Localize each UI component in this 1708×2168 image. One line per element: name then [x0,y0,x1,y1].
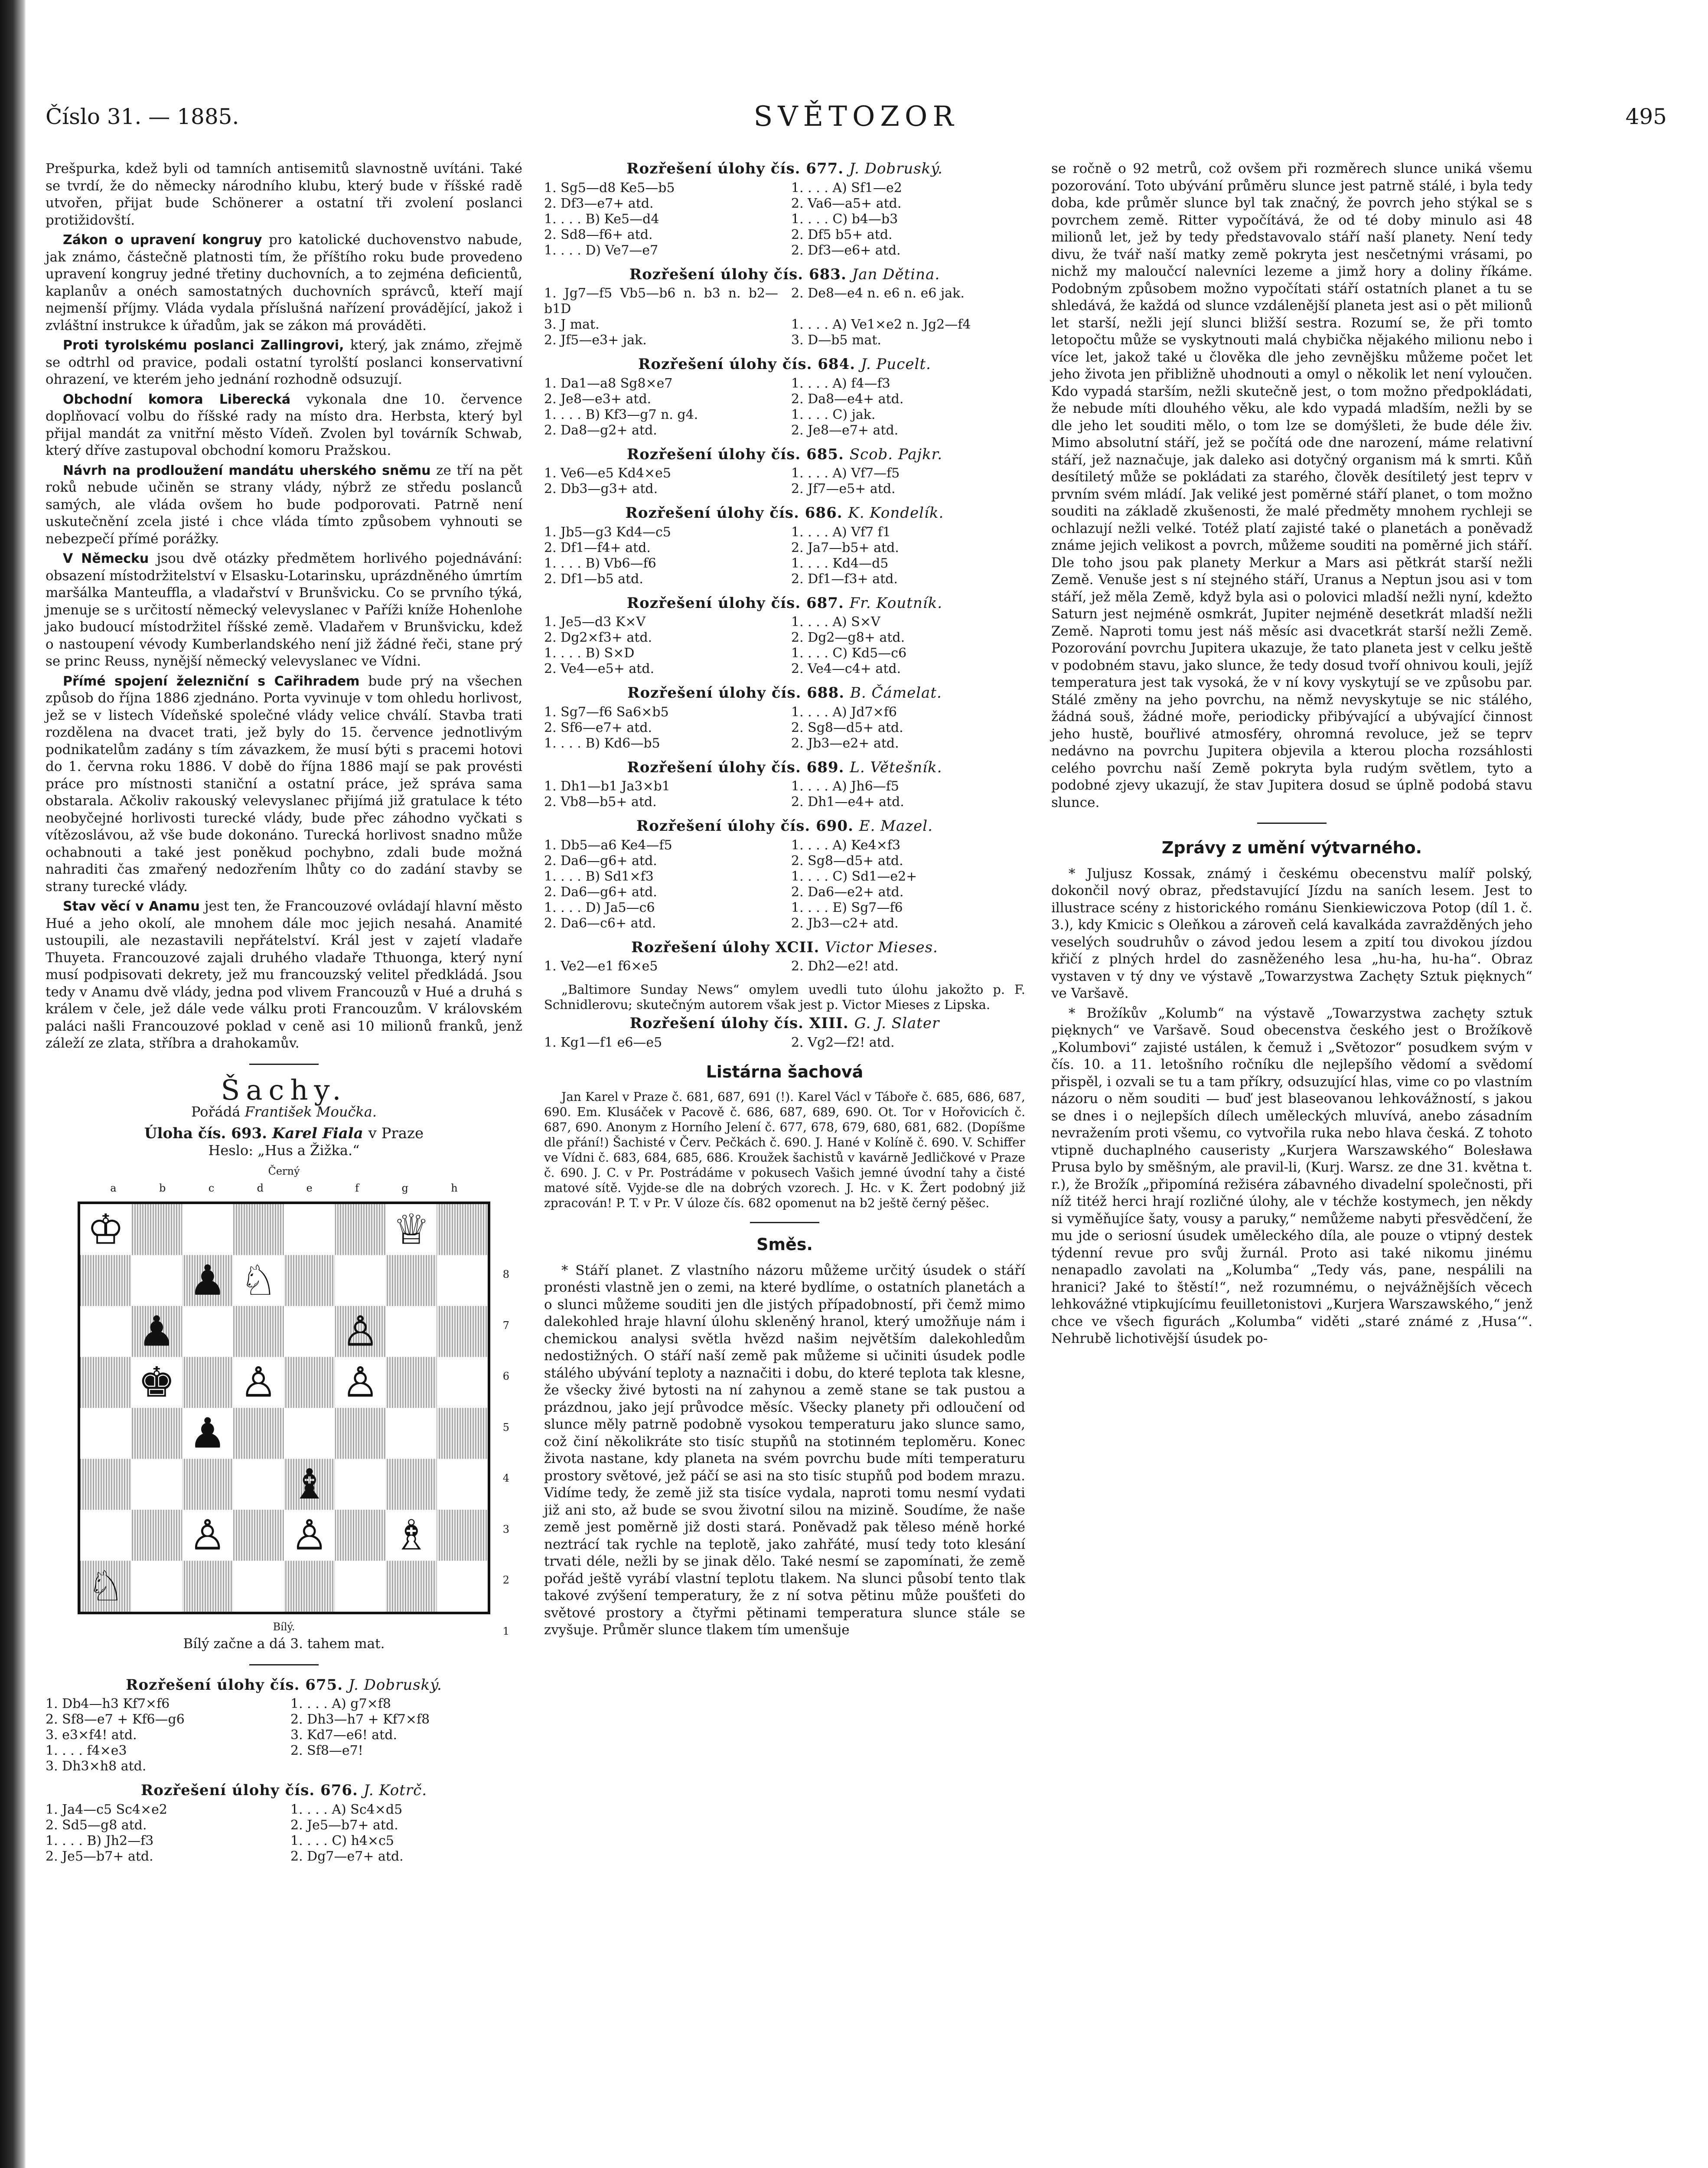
black-pawn-icon: ♟ [189,1256,226,1305]
solution-number: Rozřešení úlohy čís. 687. [626,594,844,612]
solution-move: 1. . . . A) Jd7×f6 [791,704,897,720]
solution-move: 2. Sd8—f6+ atd. [544,227,653,242]
smes-paragraph: * Stáří planet. Z vlastního názoru můžeme určitý úsudek o stáří pronésti vlastně jen o zemi, na které bydlíme, o ostatních planetách a o slunci můžeme souditi jen dle jistých případobností, při čemž mimo dalekohled hraje hlavní úlohu skleněný hranol, který umožňuje nám i chemickou analysi světla hvězd našim největším dalekohledům nedostižných. O stáří naší země pak můžeme si učiniti úsudek podle stálého ubývání teploty a naznačiti i dobu, do které teplota tak klesne, že všecky živé bytosti na ní zahynou a země stane se tak pustou a prázdnou, jako její průvodce měsíc. Všecky planety při odloučení od slunce měly patrně podobně vysokou temperaturu jako slunce samo, což činí několikráte sto tisíc stupňů na stotinném teploměru. Konec života nastane, kdy planeta na svém povrchu bude míti temperaturu prostory světové, jež páčí se asi na sto tisíc stupňů pod bodem mrazu. Vidíme tedy, že země již sta tisíce vydala, naproti tomu nesmí vydati již ani sto, až bude se svou životní silou na mizině. Soudíme, že naše země jest poměrně již dosti stará. Poněvadž pak těleso méně horké neztrácí tak rychle na teplotě, jako zahřáté, musí tedy toto klesání trvati déle, nežli by se jinak dělo. Také nesmí se zapomínati, že země pořád ještě vyrábí vlastní teplotu tlakem. Na slunci působí tento tlak takové zvýšení temperatury, že z ní sotva pětinu může poušťeti do světové prostory a čtyřmi pětinami temperatura slunce stále se zvyšuje. Průměr slunce tlakem tím umenšuje [544,1262,1025,1638]
solution-move: 3. Kd7—e6! atd. [290,1727,397,1743]
dark-square [386,1255,437,1306]
chess-solution [544,356,1025,438]
white-queen-icon: ♕ [392,1205,430,1254]
solution-move: 1. . . . A) Vf7 f1 [791,524,891,540]
solution-move: 2. Da6—e2+ atd. [791,884,904,900]
issue-number: Číslo 31. — 1885. [46,104,239,129]
chess-solution [46,1782,522,1864]
solution-author: Jan Dětina. [852,265,940,283]
dark-square [233,1204,284,1255]
solution-moves [544,286,1025,348]
solution-move: 2. Ve4—c4+ atd. [791,661,901,676]
light-square [284,1204,335,1255]
zpravy-title: Zprávy z umění výtvarného. [1161,838,1422,857]
listarna-text: Jan Karel v Praze č. 681, 687, 691 (!). Karel Václ v Táboře č. 685, 686, 687, 690. Em. Klusáček v Pacově č. 686, 687, 689, 690. Ot. Tor v Hořovicích č. 687, 690. Anonym z Horního Jelení č. 677, 678, 679, 680, 681, 682. (Dopíšme dle přání!) Šachisté v Červ. Pečkách č. 690. J. Hané v Kolíně č. 690. V. Schiffer ve Vídni č. 683, 684, 685, 686. Kroužek šachistů v kavárně Jedličkové v Praze č. 690. J. C. v Pr. Postrádáme v pokusech Vašich jemné úvodní tahy a čisté matové sítě. Vyjde-se dle na dobrých vzorech. J. Hc. v K. Žert podobný již zpracován! P. T. v Pr. V úloze čís. 682 opomenut na b2 ještě černý pěšec. [544,1090,1025,1210]
light-square [80,1510,131,1561]
chess-solution [544,1015,1025,1051]
dark-square [386,1459,437,1510]
solution-number: Rozřešení úlohy XCII. [631,938,820,956]
dark-square [437,1204,488,1255]
solution-move: 1. Ve6—e5 Kd4×e5 [544,466,671,481]
light-square [284,1306,335,1357]
column-1 [46,160,522,1872]
chess-solution [544,446,1025,497]
light-square [131,1561,183,1612]
solution-move: 2. Jb3—c2+ atd. [791,915,899,931]
solution-title [544,160,1025,178]
solution-move: 1. Jg7—f5 Vb5—b6 n. b3 n. b2—b1D [544,286,778,317]
solution-author: J. Dobruský. [849,160,943,177]
solution-moves [544,779,1025,810]
solution-move: 1. . . . B) Kf3—g7 n. g4. [544,407,698,422]
solution-moves [544,614,1025,677]
solution-moves [544,705,1025,751]
solution-number: Rozřešení úlohy čís. 675. [126,1676,343,1694]
solution-number: Rozřešení úlohy čís. 686. [625,504,843,522]
solution-note: „Baltimore Sunday News“ omylem uvedli tuto úlohu jakožto p. F. Schnidlerovu; skutečným autorem však jest p. Victor Mieses z Lipska. [544,982,1025,1012]
solution-title [544,818,1025,835]
solution-author: E. Mazel. [859,817,933,835]
divider [249,1664,319,1665]
white-bishop-icon: ♗ [392,1511,430,1560]
file-label: h [451,1182,458,1194]
solution-title [46,1782,522,1799]
solution-move: 2. Da6—c6+ atd. [544,915,656,931]
chess-motto: Heslo: „Hus a Žižka.“ [208,1142,360,1159]
light-square [335,1255,386,1306]
news-paragraph [46,337,522,389]
solution-move: 2. Df3—e7+ atd. [544,196,654,211]
solution-author: Fr. Koutník. [849,594,943,612]
solution-title [544,685,1025,702]
chess-title: Šachy. [221,1074,347,1107]
solution-move: 2. Je8—e7+ atd. [791,422,899,438]
solution-move: 2. Df5 b5+ atd. [791,227,893,242]
news-section [46,160,522,1052]
solution-move: 1. . . . D) Ja5—c6 [544,900,655,915]
solution-move: 1. . . . A) Vf7—f5 [791,466,900,481]
black-bishop-icon: ♝ [290,1459,328,1508]
light-square [182,1306,233,1357]
planet-article [1051,160,1532,811]
art-news-section [1051,865,1532,1348]
news-paragraph [46,462,522,548]
solution-number: Rozřešení úlohy čís. 689. [627,758,844,776]
chess-solution [544,939,1025,975]
solution-author: L. Větešník. [850,758,942,776]
solution-move: 1. . . . C) h4×c5 [290,1833,394,1848]
solution-move: 2. Sg8—d5+ atd. [791,720,903,735]
solution-author: Victor Mieses. [825,938,938,956]
solution-moves [46,1802,522,1864]
solution-moves [544,959,1025,974]
chess-solution [544,595,1025,677]
light-square [437,1459,488,1510]
black-label: Černý [268,1165,300,1177]
file-label: e [306,1182,313,1194]
solution-moves [544,1035,1025,1051]
news-paragraph [46,391,522,460]
solution-move: 1. . . . A) f4—f3 [791,375,890,391]
solution-move: 2. Db3—g3+ atd. [544,481,658,496]
solution-title [46,1677,522,1694]
binding-gutter [0,0,26,2168]
solution-move: 1. . . . B) Sd1×f3 [544,869,654,884]
news-lead: Zákon o upravení kongruy [63,232,262,248]
chess-board-svg [80,1204,488,1612]
chess-solution [544,818,1025,931]
solution-move: 2. Df1—b5 atd. [544,571,643,587]
light-square [131,1459,183,1510]
solution-move: 1. Sg7—f6 Sa6×b5 [544,704,669,720]
file-labels [76,1180,492,1197]
chess-section [46,1074,522,1653]
masthead-title: SVĚTOZOR [753,101,959,133]
news-paragraph [46,898,522,1052]
solution-number: Rozřešení úlohy čís. 677. [626,160,844,177]
news-paragraph [46,160,522,229]
file-label: a [110,1182,117,1194]
page-number: 495 [1625,104,1667,129]
dark-square [131,1408,183,1459]
solution-moves [544,838,1025,931]
smes-title: Směs. [756,1235,813,1254]
news-lead: Přímé spojení železniční s Cařihradem [63,673,360,689]
solution-move: 1. . . . A) Sf1—e2 [791,180,902,196]
file-label: g [401,1182,408,1194]
news-text: ze tří na pět roků nebude učiněn se strany vlády, nýbrž ze středu poslanců samých, ale vláda ovšem ho bude podporovati. Patrně není uskutečnění zcela jisté i chce vláda tímto způsobem vyhnouti se nebezpečí přímé porážky. [46,462,522,547]
chess-solution [46,1677,522,1775]
dark-square [437,1306,488,1357]
solution-number: Rozřešení úlohy čís. 685. [626,445,844,463]
chess-solution-last [544,1015,1025,1051]
solution-move: 2. Df1—f4+ atd. [544,540,651,555]
light-square [80,1306,131,1357]
solution-author: B. Čámelat. [850,684,942,702]
solution-move: 1. . . . A) S×V [791,614,880,630]
solution-title [544,939,1025,957]
white-knight-icon: ♘ [87,1561,124,1610]
light-square [233,1561,284,1612]
divider [750,1222,819,1223]
solution-move: 1. . . . E) Sg7—f6 [791,900,903,915]
smes-section [544,1262,1025,1639]
light-square [437,1561,488,1612]
newspaper-page [46,87,1667,2168]
divider [1257,823,1327,824]
solution-move: 2. Va6—a5+ atd. [791,196,902,211]
solution-number: Rozřešení úlohy čís. 690. [636,817,854,835]
white-label: Bílý. [273,1620,295,1633]
listarna-title: Listárna šachová [706,1062,864,1081]
rank-label: 7 [502,1319,509,1332]
solution-move: 1. Sg5—d8 Ke5—b5 [544,180,675,196]
dark-square [233,1408,284,1459]
solution-move: 1. . . . B) Ke5—d4 [544,211,659,227]
dark-square [284,1255,335,1306]
rank-label: 6 [502,1370,509,1382]
solution-move: 2. Je8—e3+ atd. [544,391,652,407]
solution-number: Rozřešení úlohy čís. 688. [627,684,845,702]
solution-move: 1. . . . A) Sc4×d5 [290,1802,403,1817]
solution-move: 1. . . . C) jak. [791,407,876,422]
solution-move: 2. Jf7—e5+ atd. [791,481,896,496]
solution-author: J. Dobruský. [348,1676,442,1694]
black-pawn-icon: ♟ [138,1307,176,1356]
solution-move: 1. Ve2—e1 f6×e5 [544,959,658,974]
file-label: d [257,1182,264,1194]
solution-move: 1. Db5—a6 Ke4—f5 [544,837,672,853]
solution-author: G. J. Slater [854,1015,940,1032]
solution-move: 2. Vg2—f2! atd. [791,1035,895,1050]
solution-move: 1. . . . B) Vb6—f6 [544,555,656,571]
solution-move: 1. . . . D) Ve7—e7 [544,242,658,258]
rank-label: 8 [502,1268,509,1280]
solution-move: 1. Da1—a8 Sg8×e7 [544,375,673,391]
dark-square [437,1510,488,1561]
news-paragraph [46,673,522,896]
solution-move: 2. Da6—g6+ atd. [544,884,657,900]
news-text: který, jak známo, zřejmě se odtrhl od pravice, podali ostatní tyrolští poslanci konservativní ohrazení, ve kterém jeho jednání rozhodně odsuzují. [46,337,522,387]
news-paragraph [46,232,522,334]
light-square [437,1255,488,1306]
planet-paragraph: se ročně o 92 metrů, což ovšem při rozměrech slunce uniká všemu pozorování. Toto ubývání průměru slunce jest patrně stálé, i byla tedy doba, kde průměr slunce byl tak značný, že povrch jeho stýkal se s povrchem země. Ritter vypočítává, že od té doby minulo asi 48 milionů let, jež by tedy představovalo stáří naší planety. Není tedy divu, že tvář naší matky země pokryta jest nesčetnými vrásami, po nichž my maloučcí nalevníci lezeme a jimž hory a doliny říkáme. Podobným způsobem možno vypočítati stáří ostatních planet a tu se shledává, že každá od slunce vzdálenější planeta jest asi o pět milionů let starší, nežli její slunci bližší sestra. Rozumí se, že při tomto letopočtu může se vyskytnouti malá chybička nějakého milionu nebo i více let, jakož také u člověka dle jeho zevnějšku můžeme počet let jeho života jen přibližně uhodnouti a omyl o několik let není vyloučen. Kdo vypadá starším, nežli skutečně jest, o tom možno předpokládati, že nebude míti dlouhého věku, ale kdo vypadá mladším, nežli by se dle jeho let souditi mělo, o tom lze se domýšleti, že bude déle živ. Mimo absolutní stáří, jež se počítá ode dne narození, máme relativní stáří, jež naznačuje, jak daleko asi dotyčný organism má k smrti. Kůň desítiletý může se pokládati za starého, člověk desítiletý jest teprv v prvním svém mládí. Jak veliké jest poměrné stáří planet, o tom možno souditi na základě zkušenosti, že malé předměty mnohem rychleji se ochlazují nežli velké. Totéž platí zajisté také o planetách a poněvadž známe jejich velikost a povrch, můžeme souditi na poměrné jich stáří. Dle toho jsou pak planety Merkur a Mars asi pětkrát starší nežli Země. Venuše jest s ní stejného stáří, Uranus a Neptun jsou asi v tom stáří, jež měla Země, když byla asi o polovici mladší nežli nyní, kdežto Saturn jest nejméně osmkrát, Jupiter nejméně desetkrát mladší nežli Země. Naproti tomu jest náš měsíc asi dvacetkrát starší nežli Země. Pozorování povrchu Jupitera ukazuje, že tato planeta jest v celku ještě v podobném stavu, jako slunce, že tedy dosud tvoří ohnivou kouli, jejíž temperatura jest tak vysoká, že v ní kovy vyskytují se ve způsobu par. Stálé změny na jeho povrchu, na němž nevyskytuje se nic stálého, žádná souš, žádné moře, periodicky přibývající a ubývající činnost jeho hustě, bouřlivé atmosféry, ohromná revoluce, jež se teprv nedávno na povrchu Jupitera objevila a kterou plocha rozsáhlosti celého povrchu naší Země pokryta byla rudým světlem, tyto a podobné zjevy ukazují, že stav Jupitera dosud se úplně podobá stavu slunce. [1051,161,1532,810]
solution-move: 1. . . . C) b4—b3 [791,211,898,227]
solution-move: 2. Ja7—b5+ atd. [791,540,899,555]
solution-moves [544,466,1025,497]
solution-move: 2. Jf5—e3+ jak. [544,333,647,348]
dark-square [335,1204,386,1255]
dark-square [284,1357,335,1408]
dark-square [233,1510,284,1561]
solution-move: 1. Kg1—f1 e6—e5 [544,1035,662,1050]
news-lead: Obchodní komora Liberecká [63,392,291,407]
solution-move: 2. Sg8—d5+ atd. [791,853,903,869]
solution-moves [544,180,1025,258]
dark-square [182,1561,233,1612]
dark-square [182,1459,233,1510]
solution-move: 2. Dg2×f3+ atd. [544,630,652,645]
news-paragraph [46,550,522,670]
solution-move: 2. Dh3—h7 + Kf7×f8 [290,1712,430,1727]
chess-task-heading: Úloha čís. 693. Karel Fiala v Praze [144,1124,424,1142]
dark-square [131,1510,183,1561]
chess-board [78,1202,490,1614]
solution-move: 2. Df3—e6+ atd. [791,242,901,258]
black-king-icon: ♚ [138,1358,176,1407]
solution-moves [46,1696,522,1774]
solution-move: 1. Je5—d3 K×V [544,614,646,630]
solution-number: Rozřešení úlohy čís. 684. [638,356,856,373]
solution-move: 1. . . . Kd4—d5 [791,555,889,571]
solution-title [544,446,1025,464]
solution-move: 2. Je5—b7+ atd. [290,1817,398,1833]
solution-move: 3. Dh3×h8 atd. [46,1759,147,1774]
solution-author: J. Pucelt. [861,356,931,373]
solution-move: 1. . . . C) Kd5—c6 [791,646,907,661]
chess-solution [544,685,1025,751]
art-news-paragraph: * Juljusz Kossak, známý i českému obecenstvu malíř polský, dokončil nový obraz, představující Jízdu na saních lesem. Jest to illustrace scény z historického románu Sienkiewiczova Potop (díl 1. č. 3.), kdy Kmicic s Oleňkou a zároveň celá kavalkáda zavražděných jeho veselých soudruhův o závod jedou lesem a zpití tou divokou jízdou křičí z plných hrdel do zasněženého lesa „hu-ha, hu-ha“. Obraz vystaven v tý dny ve výstavě „Towarzystwa Zachęty Sztuk pięknych“ ve Varšavě. [1051,865,1532,1001]
divider [249,1064,319,1065]
news-text: jest ten, že Francouzové ovládají hlavní město Hué a jeho okolí, ale mnohem dále moc jejich nesahá. Anamité ustoupili, ale nezastavili nepřátelství. Král jest v zajetí vladaře Thuyeta. Francouzové zajali druhého vladaře Tthuonga, který nyní musí podpisovati dekrety, jež mu francouzský velitel předkládá. Jsou tedy v Anamu dvě vlády, jedna pod vlivem Francouzů v Hué a druhá s králem v čele, jež dále vede válku proti Francouzům. V královském paláci našli Francouzové poklad v ceně asi 10 milionů franků, jenž záleží ze zlata, stříbra a drahokamův. [46,898,522,1051]
solution-title [544,759,1025,777]
white-pawn-icon: ♙ [290,1511,328,1560]
dark-square [335,1510,386,1561]
chess-editor: Pořádá František Moučka. [191,1104,377,1120]
dark-square [335,1408,386,1459]
light-square [182,1204,233,1255]
solution-move: 2. Df1—f3+ atd. [791,571,898,587]
page-header [46,101,1667,139]
solution-move: 2. Dh2—e2! atd. [791,959,899,974]
news-text: pro katolické duchovenstvo nabude, jak známo, částečně platnosti tím, že příštího roku bude provedeno upravení kongruy jedné třetiny duchovních, a to zejména deficientů, kaplanův a onéch samostatných duchovních správců, kteří mají nejmenší příjmy. Vláda vydala příslušná nařízení provádějící, jakož i zvláštní instrukce k úřadům, jak se zákon má prováděti. [46,232,522,333]
solution-author: J. Kotrč. [363,1782,427,1799]
solution-number: Rozřešení úlohy čís. XIII. [629,1015,849,1032]
solution-move: 2. Sf8—e7 + Kf6—g6 [46,1712,185,1727]
rank-label: 3 [502,1523,509,1535]
chess-solution [544,505,1025,587]
solution-move: 2. Je5—b7+ atd. [46,1848,153,1864]
dark-square [131,1204,183,1255]
news-lead: V Německu [63,551,149,566]
dark-square [284,1561,335,1612]
chess-solution [544,759,1025,810]
solution-title [544,505,1025,522]
solution-moves [544,376,1025,438]
solution-move: 3. e3×f4! atd. [46,1727,137,1743]
solution-move: 2. Jb3—e2+ atd. [791,735,899,751]
solution-title [544,266,1025,284]
file-label: f [355,1182,359,1194]
dark-square [80,1459,131,1510]
dark-square [386,1561,437,1612]
solution-author: Scob. Pajkr. [849,445,943,463]
dark-square [386,1357,437,1408]
rank-label: 2 [502,1574,509,1586]
white-pawn-icon: ♙ [189,1511,226,1560]
news-lead: Návrh na prodloužení mandátu uherského sněmu [63,463,431,478]
solution-move: 2. Dg2—g8+ atd. [791,630,905,645]
solution-move: 2. Sd5—g8 atd. [46,1817,147,1833]
news-text: bude prý na všechen způsob do října 1886 zjednáno. Porta vyvinuje v tom ohledu horlivost, jež se v listech Vídeňské společné vlády velice chválí. Stavba trati rozdělena na dvacet trati, jež byly do 15. července jednotlivým podnikatelům zadány s tím závazkem, že musí býti s pracemi hotovi do 1. června roku 1886. V době do října 1886 mají se pak provésti práce pro místnosti staniční a ostatní práce, jež správa sama obstarala. Ačkoliv rakouský velevyslanec přijímá již gratulace k této neobyčejné horlivosti turecké vlády, bude přec záhodno vyčkati s vítězoslávou, až vše bude dokonáno. Turecká horlivost snadno může ochabnouti a také jest poněkud pochybno, zdali bude možná nahraditi čas zmařený nedozřením lhůty co do zadání stavby se strany turecké vlády. [46,673,522,895]
chess-solution [544,266,1025,349]
solution-title [544,595,1025,612]
solution-move: 1. Jb5—g3 Kd4—c5 [544,524,671,540]
solution-move: 1. . . . B) S×D [544,646,635,661]
solution-move: 2. Ve4—e5+ atd. [544,661,655,676]
dark-square [233,1306,284,1357]
art-news-paragraph: * Brožíkův „Kolumb“ na výstavě „Towarzystwa zachęty sztuk pięknych“ ve Varšavě. Soud obecenstva českého jest o Brožíkově „Kolumbovi“ zajisté ustálen, k čemuž i „Světozor“ posudkem svým v čís. 10. a 11. letošního ročníku dle nejlepšího vědomí a svědomí přispěl, i ozvali se tu a tam příkry, odsuzující hlas, vime co po vlastním názoru o něm souditi — buď jest blaseovanou lehkovážností, s jakou se dnes i o nejlepších dílech uměleckých mluvívá, anebo zásadním nevražením proti všemu, co vytvořila ruka nebo hlava česká. Z tohoto vtipně duchaplného causeristy „Kurjera Warszawského“ Bolesława Prusa bylo by směšným, ale pravil-li, (Kurj. Warsz. ze dne 31. května t. r.), že Brožík „připomíná režiséra zábavného divadelní společnosti, při níž titéž herci hrají rozličné úlohy, ale v téchže kostymech, jen někdy si vyměňujíce šaty, vousy a paruky,“ nemůžeme nabyti přesvědčení, že mu jde o seriosní úsudek uměleckého díla, ale pouze o vtipný destek týdenní revue pro svůj žurnál. Proto asi také nikomu jinému nenapadlo zavolati na „Kolumba“ „Tedy vás, pane, nespálili na hranici? Jaké to štěstí!“, než rozumnému, o nejvážnějších věcech lehkovážné vtipkujícímu feuilletonistovi „Kurjera Warszawského,“ jenž chce ve všech figurách „Kolumba“ viděti „staré známé z ‚Husa‘“. Nehrubě lichotivější úsudek po- [1051,1005,1532,1346]
solution-move: 3. J mat. [544,317,600,332]
solution-number: Rozřešení úlohy čís. 683. [629,265,847,283]
chess-solutions [544,160,1025,974]
solution-move: 1. . . . A) Ve1×e2 n. Jg2—f4 [791,317,971,332]
light-square [284,1408,335,1459]
white-king-icon: ♔ [87,1205,124,1254]
solution-number: Rozřešení úlohy čís. 676. [140,1782,358,1799]
rank-labels [503,1249,509,1657]
light-square [80,1408,131,1459]
solution-move: 1. . . . C) Sd1—e2+ [791,869,917,884]
dark-square [80,1357,131,1408]
news-lead: Proti tyrolskému poslanci Zallingrovi, [63,338,344,353]
light-square [335,1459,386,1510]
column-3 [1051,160,1532,1350]
solution-move: 1. Dh1—b1 Ja3×b1 [544,779,670,794]
solution-move: 1. Ja4—c5 Sc4×e2 [46,1802,168,1817]
light-square [233,1459,284,1510]
file-label: c [208,1182,215,1194]
light-square [386,1306,437,1357]
file-label: b [159,1182,166,1194]
dark-square [182,1357,233,1408]
solution-move: 2. Vb8—b5+ atd. [544,794,657,810]
chess-solution [544,160,1025,258]
chess-caption: Bílý začne a dá 3. tahem mat. [183,1636,385,1652]
light-square [131,1255,183,1306]
solution-move: 2. Da6—g6+ atd. [544,853,657,869]
solution-move: 2. Da8—g2+ atd. [544,422,657,438]
solution-move: 1. . . . A) Ke4×f3 [791,837,901,853]
solution-move: 1. . . . A) Jh6—f5 [791,779,899,794]
solution-move: 1. Db4—h3 Kf7×f6 [46,1696,170,1711]
light-square [335,1561,386,1612]
solution-move: 2. Sf8—e7! [290,1743,363,1758]
solution-title [544,356,1025,373]
solution-move: 1. . . . f4×e3 [46,1743,127,1758]
solution-author: K. Kondelík. [848,504,944,522]
solution-move: 1. . . . A) g7×f8 [290,1696,391,1711]
solution-move: 2. Sf6—e7+ atd. [544,720,652,735]
news-text: Prešpurka, kdež byli od tamních antisemitů slavnostně uvítáni. Také se tvrdí, že do německy národního klubu, který bude v říšské radě utvořen, přijat bude Schönerer a ostatní tři zvolení poslanci protižidovští. [46,161,522,228]
light-square [437,1357,488,1408]
rank-label: 5 [502,1421,509,1433]
solution-move: 2. Dg7—e7+ atd. [290,1848,404,1864]
news-text: jsou dvě otázky předmětem horlivého pojednávání: obsazení místodržitelství v Elsasku-Lotarinsku, uprázdněného úmrtím maršálka Manteuffla, a vladařství v Brunšvicku. Co se prvního týká, jmenuje se s určitostí německý velevyslanec v Paříži kníže Hohenlohe jako budoucí místodržitel říšské země. Vladařem v Brunšvicku, kdež o nastoupení vévody Kumberlandského není již žádné řeči, stane prý se princ Reuss, nynější německý velevyslanec ve Vídni. [46,551,522,669]
solution-move: 2. De8—e4 n. e6 n. e6 jak. [791,286,965,301]
news-text: vykonala dne 10. července doplňovací volbu do říšské rady na místo dra. Herbsta, který byl přijal mandát za vnitřní město Vídeň. Zvolen byl továrník Schwab, který dříve zastupoval obchodní komoru Pražskou. [46,391,522,458]
white-knight-icon: ♘ [240,1256,277,1305]
solution-move: 2. Da8—e4+ atd. [791,391,904,407]
white-pawn-icon: ♙ [342,1358,379,1407]
dark-square [437,1408,488,1459]
news-lead: Stav věcí v Anamu [63,899,200,914]
solution-move: 2. Dh1—e4+ atd. [791,794,904,810]
solution-title [544,1015,1025,1032]
column-2 [544,160,1025,1642]
solution-move: 3. D—b5 mat. [791,333,881,348]
solution-move: 1. . . . B) Jh2—f3 [46,1833,154,1848]
dark-square [80,1255,131,1306]
rank-label: 4 [502,1472,509,1484]
white-pawn-icon: ♙ [240,1358,277,1407]
light-square [386,1408,437,1459]
white-pawn-icon: ♙ [342,1307,379,1356]
chess-solutions [46,1677,522,1864]
solution-move: 1. . . . B) Kd6—b5 [544,735,660,751]
rank-label: 1 [502,1625,509,1637]
black-pawn-icon: ♟ [189,1409,226,1458]
solution-moves [544,525,1025,587]
